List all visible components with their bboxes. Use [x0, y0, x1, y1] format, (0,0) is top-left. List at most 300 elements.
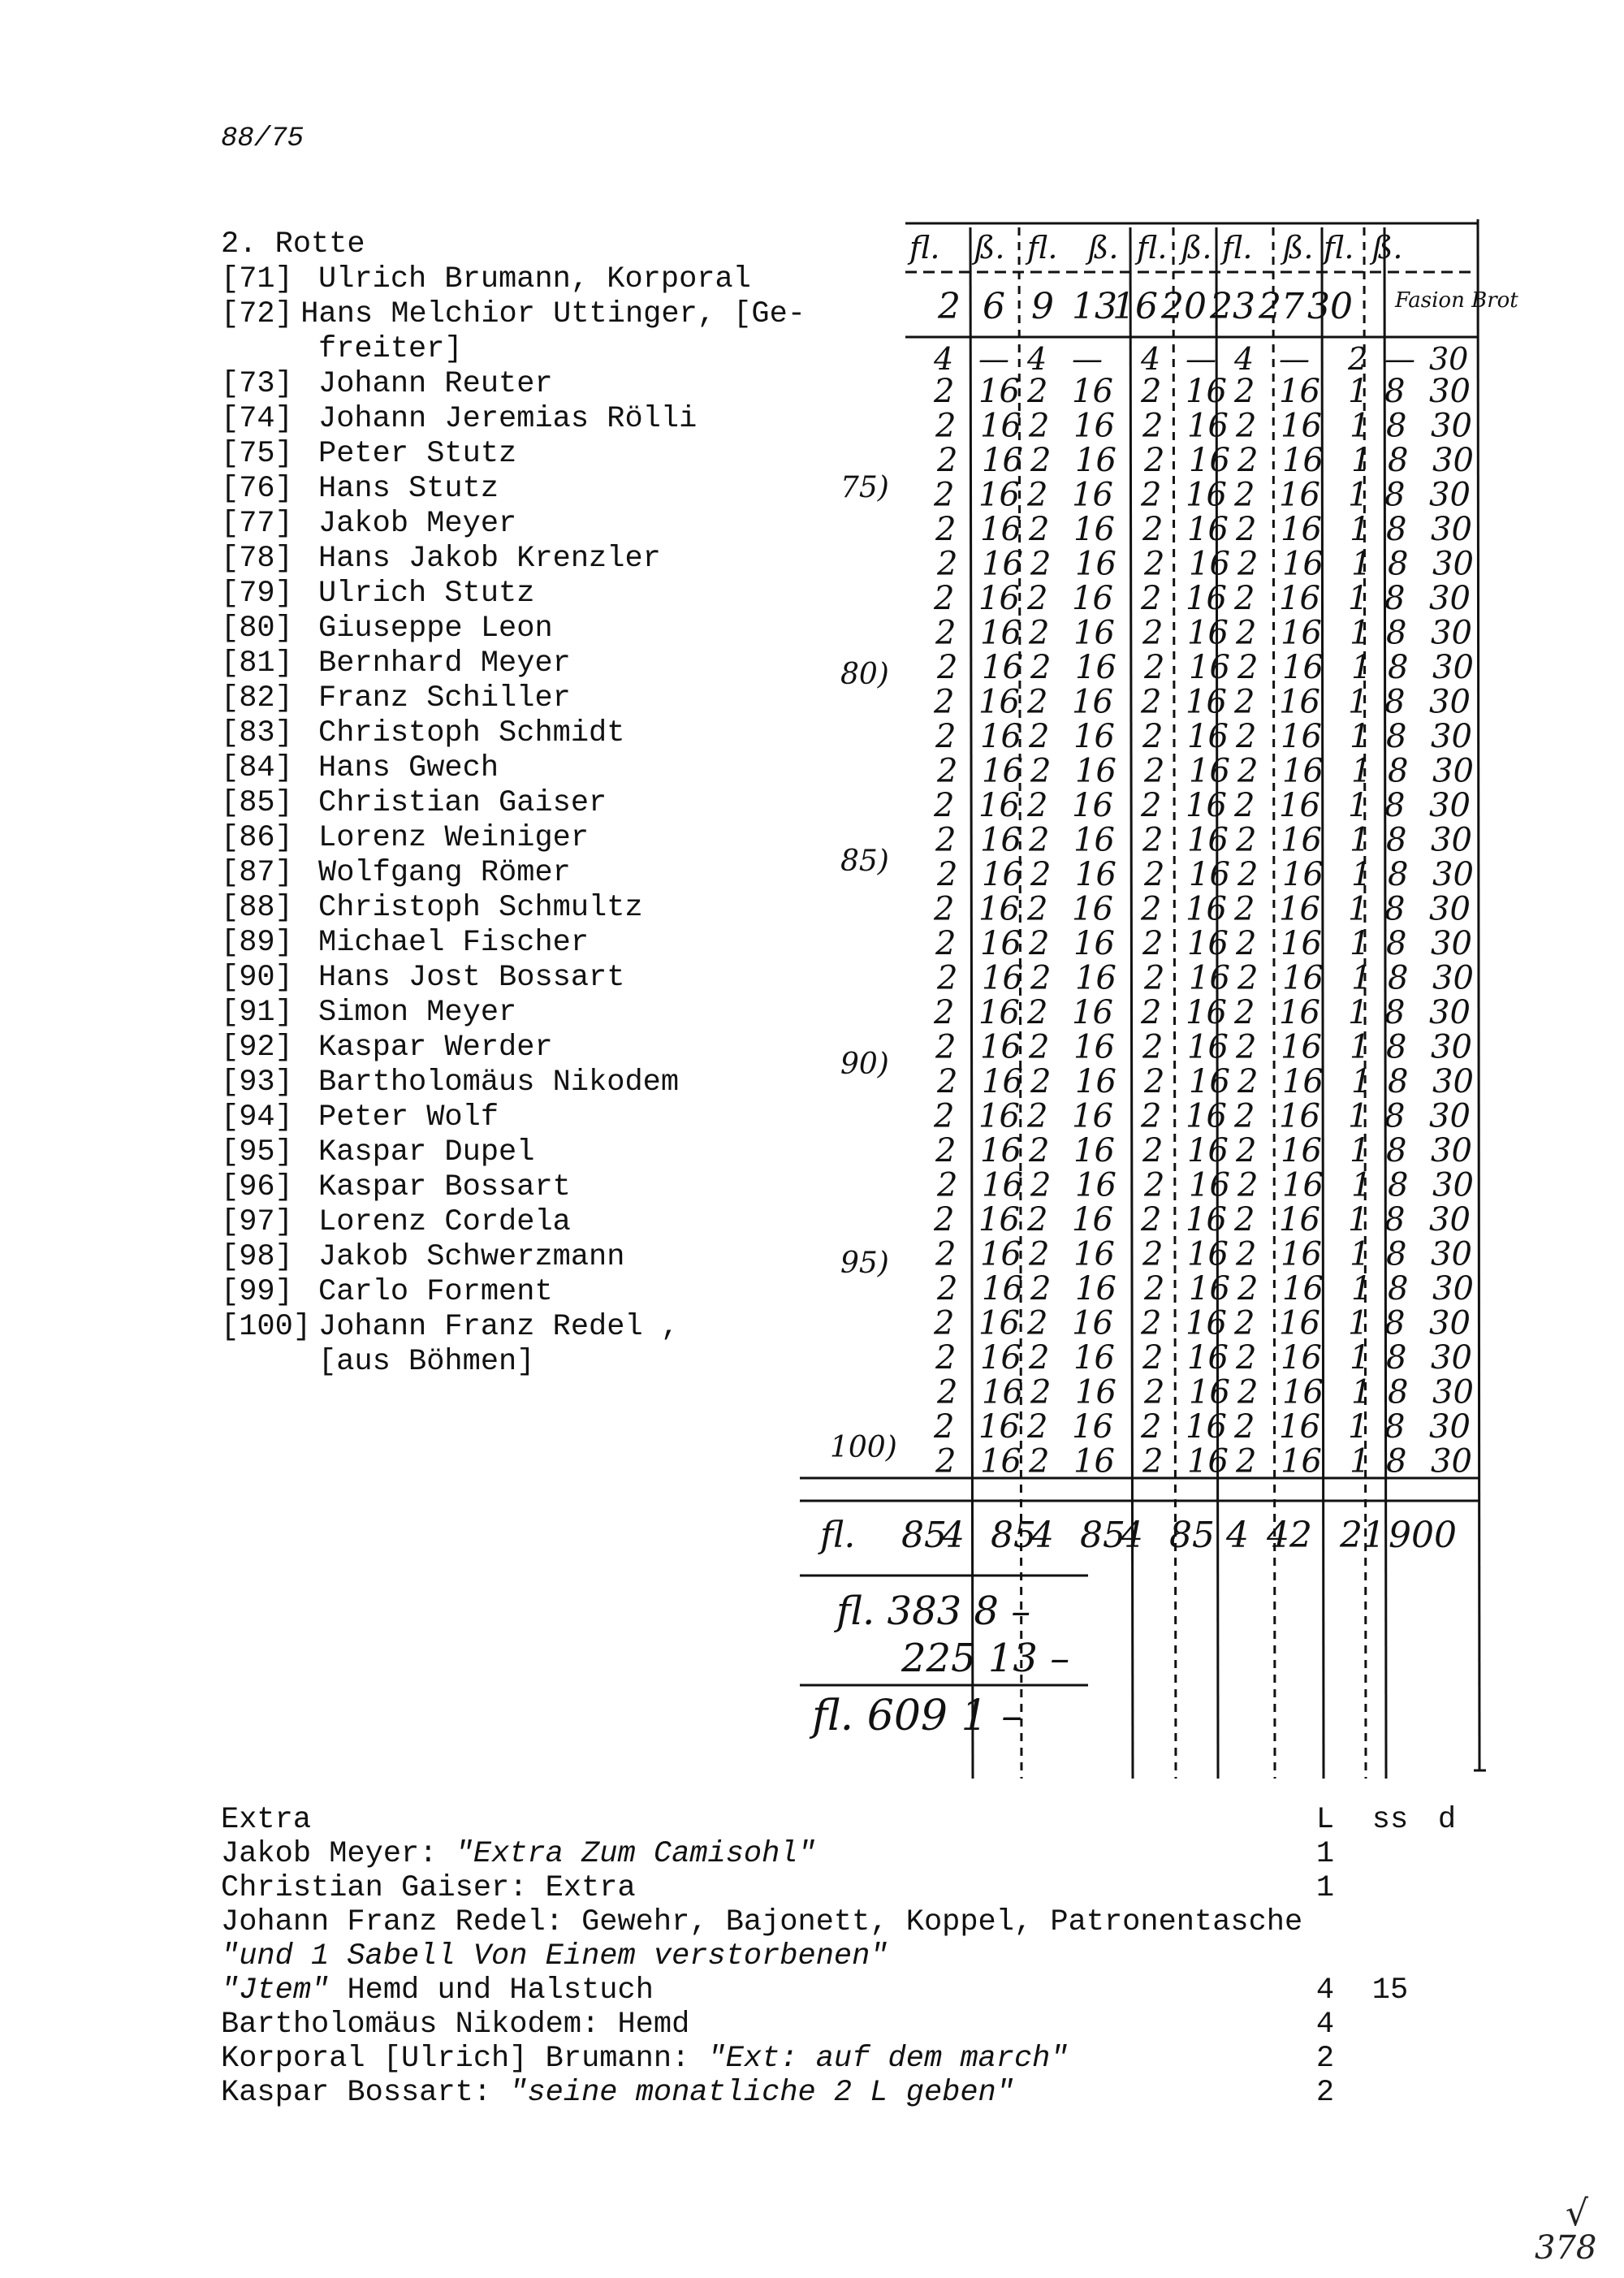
- ledger-cell: 2: [1236, 407, 1257, 445]
- ledger-cell: 4: [1027, 341, 1047, 377]
- ledger-cell: 1: [1350, 1442, 1371, 1480]
- ledger-cell: 8: [1386, 1235, 1407, 1273]
- extra-pre: Korporal [Ulrich] Brumann:: [221, 2042, 708, 2076]
- ledger-cell: 16: [1187, 407, 1229, 445]
- ledger-cell: 16: [1282, 545, 1324, 583]
- side-mark: 100): [830, 1431, 897, 1464]
- ledger-cell: 1: [1350, 821, 1371, 859]
- roster-name: Hans Melchior Uttinger, [Ge-: [300, 297, 806, 331]
- extra-description: [221, 1837, 1293, 1871]
- ledger-cell: 16: [1072, 1304, 1113, 1342]
- ledger-cell: 2: [1348, 341, 1368, 377]
- ledger-cell: 1: [1348, 1304, 1369, 1342]
- roster-name: Kaspar Bossart: [318, 1170, 571, 1204]
- ledger-cell: 16: [1279, 1201, 1320, 1238]
- ledger-cell: 16: [1189, 1270, 1230, 1308]
- ledger-cell: 16: [1073, 925, 1115, 962]
- ledger-cell: 2: [1029, 1339, 1050, 1377]
- ledger-cell: 8: [1384, 1408, 1406, 1446]
- ledger-cell: 16: [1073, 1442, 1115, 1480]
- extra-quote: "Jtem": [221, 1973, 330, 2008]
- ledger-cell: 2: [1027, 1201, 1048, 1238]
- ledger-cell: 30: [1429, 1201, 1471, 1238]
- roster-number: [83]: [221, 716, 293, 750]
- ledger-cell: 16: [1073, 821, 1115, 859]
- ledger-total: 42: [1267, 1515, 1312, 1556]
- ledger-cell: 2: [935, 925, 957, 962]
- ledger-cell: 8: [1384, 1201, 1406, 1238]
- ledger-cell: 16: [1075, 1063, 1116, 1100]
- ledger-cell: 16: [978, 994, 1020, 1031]
- ledger-cell: 16: [1189, 1373, 1230, 1411]
- ledger-cell: 2: [1144, 1063, 1165, 1100]
- roster-number: [75]: [221, 437, 293, 471]
- ledger-cell: 1: [1348, 476, 1369, 514]
- extra-quote: "Extra Zum Camisohl": [455, 1837, 816, 1871]
- ledger-cell: 16: [1072, 476, 1113, 514]
- roster-number: [87]: [221, 856, 293, 890]
- ledger-cell: 16: [1187, 1235, 1229, 1273]
- ledger-cell: 2: [1144, 649, 1165, 686]
- ledger-cell: 30: [1429, 1304, 1471, 1342]
- ledger-cell: 2: [1029, 614, 1050, 652]
- ledger-cell: 2: [1142, 407, 1164, 445]
- roster-number: [85]: [221, 786, 293, 820]
- roster-name: Peter Stutz: [318, 437, 517, 471]
- side-mark: 75): [840, 471, 889, 504]
- ledger-cell: 2: [1234, 994, 1255, 1031]
- ledger-cell: 2: [934, 373, 955, 410]
- ledger-cell: 2: [937, 856, 958, 893]
- ledger-cell: 16: [982, 1063, 1023, 1100]
- ledger-cell: 16: [1187, 925, 1229, 962]
- roster-name: [aus Böhmen]: [318, 1345, 535, 1379]
- ledger-cell: 16: [1072, 373, 1113, 410]
- ledger-header-unit: ß.: [1088, 230, 1119, 266]
- ledger-cell: 8: [1386, 1442, 1407, 1480]
- ledger-cell: 16: [1186, 580, 1227, 617]
- ledger-cell: 30: [1431, 821, 1472, 859]
- ledger-cell: 1: [1351, 752, 1372, 790]
- ledger-cell: 30: [1432, 545, 1474, 583]
- ledger-cell: —: [1072, 341, 1103, 377]
- ledger-cell: 1: [1351, 856, 1372, 893]
- ledger-cell: 2: [1237, 649, 1259, 686]
- roster-number: [86]: [221, 821, 293, 855]
- ledger-cell: 1: [1350, 511, 1371, 548]
- ledger-cell: 2: [1234, 373, 1255, 410]
- ledger-cell: 2: [1027, 580, 1048, 617]
- ledger-cell: 2: [1141, 373, 1162, 410]
- extra-amount-l: 4: [1315, 1973, 1335, 2008]
- ledger-cell: 2: [937, 1270, 958, 1308]
- ledger-cell: 1: [1350, 614, 1371, 652]
- ledger-cell: 2: [1237, 1373, 1259, 1411]
- roster-name: Ulrich Stutz: [318, 577, 535, 611]
- ledger-cell: 2: [1144, 856, 1165, 893]
- roster-name: Johann Jeremias Rölli: [318, 402, 698, 436]
- ledger-cell: 8: [1388, 1063, 1409, 1100]
- ledger-cell: —: [1384, 341, 1415, 377]
- ledger-cell: 2: [934, 1097, 955, 1135]
- roster-number: [98]: [221, 1240, 293, 1274]
- ledger-cell: 16: [980, 614, 1021, 652]
- extra-amount-l: 1: [1315, 1837, 1335, 1871]
- ledger-cell: 16: [1282, 442, 1324, 479]
- ledger-cell: 16: [980, 1132, 1021, 1169]
- ledger-cell: 2: [934, 1304, 955, 1342]
- ledger-cell: 16: [978, 1408, 1020, 1446]
- ledger-cell: 2: [935, 407, 957, 445]
- ledger-cell: 2: [1237, 1166, 1259, 1204]
- ledger-cell: 16: [1281, 407, 1322, 445]
- extra-quote: "und 1 Sabell Von Einem verstorbenen": [221, 1939, 888, 1973]
- ledger-cell: 8: [1384, 787, 1406, 824]
- ledger-cell: 16: [1281, 1132, 1322, 1169]
- extra-amount-ss: [1358, 2008, 1423, 2042]
- ledger-sum: 225 13 –: [901, 1636, 1070, 1681]
- roster-number: [96]: [221, 1170, 293, 1204]
- roster-number: [81]: [221, 646, 293, 681]
- roster-name: Bartholomäus Nikodem: [318, 1066, 680, 1100]
- ledger-cell: 16: [978, 787, 1020, 824]
- ledger-cell: 2: [935, 718, 957, 755]
- ledger-cell: 2: [1236, 1442, 1257, 1480]
- side-mark: 95): [840, 1247, 889, 1280]
- ledger-cell: 16: [1282, 649, 1324, 686]
- ledger-cell: 8: [1384, 476, 1406, 514]
- ledger-cell: 16: [978, 580, 1020, 617]
- roster-number: [71]: [221, 262, 293, 296]
- ledger-cell: 16: [980, 821, 1021, 859]
- ledger-cell: 2: [1234, 890, 1255, 928]
- ledger-cell: 30: [1432, 442, 1474, 479]
- ledger-cell: 2: [1030, 1373, 1052, 1411]
- roster-name: freiter]: [318, 332, 463, 366]
- ledger-cell: 8: [1386, 821, 1407, 859]
- ledger-cell: 2: [1027, 476, 1048, 514]
- ledger-cell: 16: [982, 752, 1023, 790]
- extra-row: [221, 1871, 1488, 1905]
- ledger-cell: 16: [1073, 614, 1115, 652]
- ledger-cell: 16: [1073, 407, 1115, 445]
- ledger-cell: 2: [935, 511, 957, 548]
- ledger-cell: 16: [982, 649, 1023, 686]
- ledger-cell: 1: [1351, 649, 1372, 686]
- extra-amount-ss: [1358, 2042, 1423, 2076]
- ledger-cell: 16: [1187, 1339, 1229, 1377]
- ledger-cell: 16: [978, 890, 1020, 928]
- extra-amount-ss: [1358, 1871, 1423, 1905]
- ledger-cell: 16: [1072, 580, 1113, 617]
- ledger-header-date: 13: [1072, 286, 1117, 327]
- ledger-cell: 8: [1386, 1028, 1407, 1066]
- ledger-cell: 1: [1351, 1373, 1372, 1411]
- ledger-cell: 2: [1029, 511, 1050, 548]
- ledger-cell: 2: [1236, 1028, 1257, 1066]
- ledger-cell: 16: [1187, 1028, 1229, 1066]
- ledger-header-unit: fl.: [1027, 230, 1058, 266]
- ledger-cell: 2: [1236, 821, 1257, 859]
- extra-amount-l: [1293, 1905, 1358, 1939]
- side-mark: 90): [840, 1048, 889, 1081]
- ledger-cell: 2: [1236, 511, 1257, 548]
- ledger-cell: 8: [1386, 925, 1407, 962]
- ledger-cell: 16: [1279, 1304, 1320, 1342]
- ledger-cell: 30: [1431, 1339, 1472, 1377]
- ledger-cell: 16: [982, 442, 1023, 479]
- ledger-cell: 2: [1141, 890, 1162, 928]
- ledger-cell: 8: [1388, 1270, 1409, 1308]
- ledger-cell: 2: [1144, 1166, 1165, 1204]
- ledger-cell: 16: [1186, 373, 1227, 410]
- ledger-header-date: 27: [1259, 286, 1304, 327]
- ledger-cell: 16: [1189, 545, 1230, 583]
- roster-name: Jakob Meyer: [318, 507, 517, 541]
- extra-row: [221, 2008, 1488, 2042]
- roster-number: [78]: [221, 542, 293, 576]
- ledger-cell: 30: [1432, 1373, 1474, 1411]
- ledger-cell: 2: [1236, 1339, 1257, 1377]
- ledger-cell: 16: [1189, 752, 1230, 790]
- ledger-cell: 16: [982, 1373, 1023, 1411]
- ledger-cell: 16: [1279, 1408, 1320, 1446]
- ledger-cell: 1: [1350, 925, 1371, 962]
- ledger-cell: 16: [1072, 890, 1113, 928]
- ledger-cell: 8: [1388, 649, 1409, 686]
- ledger-cell: 2: [1142, 614, 1164, 652]
- ledger-cell: 16: [1282, 1373, 1324, 1411]
- ledger-cell: 30: [1432, 1063, 1474, 1100]
- ledger-cell: 16: [1187, 614, 1229, 652]
- ledger-cell: 1: [1350, 407, 1371, 445]
- ledger-cell: 2: [937, 545, 958, 583]
- ledger-header-unit: ß.: [1283, 230, 1314, 266]
- ledger-cell: 30: [1431, 407, 1472, 445]
- ledger-cell: 16: [1279, 683, 1320, 721]
- ledger-cell: 1: [1348, 1408, 1369, 1446]
- roster-number: [100]: [221, 1310, 312, 1344]
- ledger-cell: 16: [1072, 1408, 1113, 1446]
- ledger-cell: 1: [1351, 1270, 1372, 1308]
- rotte-title: 2. Rotte: [221, 227, 365, 262]
- ledger-cell: 16: [1282, 1166, 1324, 1204]
- ledger-cell: 30: [1431, 1132, 1472, 1169]
- ledger-cell: 2: [1030, 1270, 1052, 1308]
- ledger-cell: 16: [1282, 752, 1324, 790]
- ledger-cell: 16: [1281, 1339, 1322, 1377]
- ledger-cell: 2: [1236, 1132, 1257, 1169]
- ledger-cell: 2: [1234, 1408, 1255, 1446]
- ledger-cell: 2: [1234, 1097, 1255, 1135]
- ledger-cell: 2: [1142, 1028, 1164, 1066]
- extra-amount-l: 2: [1315, 2076, 1335, 2110]
- extra-amount-ss: [1358, 1837, 1423, 1871]
- ledger-cell: 30: [1431, 1028, 1472, 1066]
- extra-row: [221, 1905, 1488, 1939]
- roster-name: Carlo Forment: [318, 1275, 553, 1309]
- ledger-cell: 16: [1189, 442, 1230, 479]
- ledger-cell: 2: [1141, 683, 1162, 721]
- ledger-cell: 2: [1141, 580, 1162, 617]
- ledger-cell: 1: [1348, 683, 1369, 721]
- roster-name: Ulrich Brumann, Korporal: [318, 262, 751, 296]
- ledger-cell: 2: [1237, 959, 1259, 997]
- check-mark: √: [1566, 2193, 1589, 2234]
- extra-description: [221, 2008, 1293, 2042]
- ledger-cell: 16: [1075, 1166, 1116, 1204]
- ledger-cell: 16: [1186, 1408, 1227, 1446]
- roster-name: Lorenz Cordela: [318, 1205, 571, 1239]
- ledger-cell: 16: [1189, 649, 1230, 686]
- ledger-cell: 2: [1142, 718, 1164, 755]
- side-mark: 80): [840, 658, 889, 691]
- ledger-cell: 1: [1350, 718, 1371, 755]
- roster-name: Franz Schiller: [318, 681, 571, 715]
- ledger-cell: 16: [980, 1028, 1021, 1066]
- roster-name: Hans Stutz: [318, 472, 499, 506]
- ledger-header-date: 9: [1031, 286, 1054, 327]
- ledger-cell: 2: [1030, 959, 1052, 997]
- extra-amount-d: [1423, 2008, 1471, 2042]
- ledger-cell: 16: [1279, 890, 1320, 928]
- ledger-total: 4: [1121, 1515, 1143, 1556]
- extra-amount-l: 1: [1315, 1871, 1335, 1905]
- ledger-cell: 30: [1432, 1166, 1474, 1204]
- ledger-cell: 2: [1027, 787, 1048, 824]
- ledger-cell: 2: [937, 752, 958, 790]
- ledger-cell: 2: [1237, 752, 1259, 790]
- extra-description: [221, 1973, 1293, 2008]
- ledger-cell: 16: [1279, 373, 1320, 410]
- ledger-cell: 8: [1388, 856, 1409, 893]
- ledger-cell: 2: [1234, 1201, 1255, 1238]
- ledger-cell: 2: [1030, 1166, 1052, 1204]
- extra-description: [221, 2042, 1293, 2076]
- ledger-cell: 16: [982, 856, 1023, 893]
- roster-name: Lorenz Weiniger: [318, 821, 590, 855]
- ledger-cell: 2: [1027, 1408, 1048, 1446]
- roster-number: [89]: [221, 926, 293, 960]
- ledger-cell: 2: [1141, 476, 1162, 514]
- ledger-cell: 2: [1029, 407, 1050, 445]
- ledger-cell: 2: [1236, 1235, 1257, 1273]
- ledger-header-unit: ß.: [1372, 230, 1403, 266]
- ledger-total: 4: [1031, 1515, 1054, 1556]
- roster-name: Michael Fischer: [318, 926, 590, 960]
- ledger-cell: 16: [1073, 1132, 1115, 1169]
- ledger-cell: 16: [1072, 1097, 1113, 1135]
- ledger-total: 4: [942, 1515, 965, 1556]
- ledger-cell: 16: [982, 1270, 1023, 1308]
- ledger-cell: 16: [1281, 1028, 1322, 1066]
- extra-section: [221, 1803, 1488, 2110]
- ledger-cell: 30: [1429, 994, 1471, 1031]
- ledger-cell: 30: [1432, 649, 1474, 686]
- ledger-header-date: 30: [1307, 286, 1353, 327]
- extra-amount-l: 4: [1315, 2008, 1335, 2042]
- corner-note: 378: [1535, 2229, 1597, 2267]
- ledger-cell: 8: [1386, 1339, 1407, 1377]
- ledger-cell: 16: [1186, 994, 1227, 1031]
- roster-number: [72]: [221, 297, 293, 331]
- ledger-cell: 8: [1384, 994, 1406, 1031]
- ledger-cell: 1: [1351, 545, 1372, 583]
- extra-description: [221, 1905, 1303, 1939]
- ledger-cell: 2: [1141, 1097, 1162, 1135]
- ledger-cell: 2: [1029, 718, 1050, 755]
- roster-number: [73]: [221, 367, 293, 401]
- ledger-header-date: 6: [983, 286, 1005, 327]
- ledger-header-date: 16: [1112, 286, 1158, 327]
- ledger-sum: fl. 609 1 –: [812, 1692, 1023, 1740]
- roster-name: Christoph Schmidt: [318, 716, 625, 750]
- ledger-cell: 8: [1386, 511, 1407, 548]
- extra-post: Hemd und Halstuch: [329, 1973, 654, 2008]
- roster-number: [94]: [221, 1100, 293, 1135]
- ledger-cell: 2: [937, 1166, 958, 1204]
- ledger-cell: 2: [1237, 442, 1259, 479]
- ledger-cell: 2: [935, 1442, 957, 1480]
- ledger-cell: 8: [1388, 1373, 1409, 1411]
- ledger-cell: 2: [1142, 1235, 1164, 1273]
- ledger-cell: 16: [1186, 890, 1227, 928]
- col-d: d: [1437, 1803, 1457, 1837]
- ledger-cell: 16: [1072, 994, 1113, 1031]
- ledger-cell: 30: [1429, 787, 1471, 824]
- ledger-cell: 16: [1281, 1442, 1322, 1480]
- ledger-cell: 2: [1234, 787, 1255, 824]
- ledger-cell: 2: [1234, 1304, 1255, 1342]
- ledger-cell: 2: [1030, 856, 1052, 893]
- ledger-cell: 30: [1431, 1235, 1472, 1273]
- extra-amount-d: [1423, 2042, 1471, 2076]
- ledger-cell: 16: [1072, 787, 1113, 824]
- ledger-cell: 30: [1432, 856, 1474, 893]
- ledger-total: 85: [1080, 1515, 1125, 1556]
- ledger-cell: 16: [1279, 476, 1320, 514]
- roster-name: Hans Jakob Krenzler: [318, 542, 661, 576]
- ledger-cell: 2: [934, 580, 955, 617]
- ledger-cell: 2: [1030, 649, 1052, 686]
- extra-pre: Johann Franz Redel: Gewehr, Bajonett, Koppel, Patronentasche: [221, 1905, 1303, 1939]
- ledger-cell: 8: [1388, 442, 1409, 479]
- ledger-cell: 1: [1348, 994, 1369, 1031]
- ledger-cell: 16: [980, 718, 1021, 755]
- roster-number: [76]: [221, 472, 293, 506]
- roster-number: [97]: [221, 1205, 293, 1239]
- extra-amount-l: 2: [1315, 2042, 1335, 2076]
- ledger-cell: 2: [934, 476, 955, 514]
- roster-number: [80]: [221, 612, 293, 646]
- ledger-cell: 16: [1189, 1063, 1230, 1100]
- roster-name: Christian Gaiser: [318, 786, 607, 820]
- ledger-cell: 2: [1029, 925, 1050, 962]
- roster-name: Wolfgang Römer: [318, 856, 571, 890]
- extra-quote: "seine monatliche 2 L geben": [509, 2076, 1014, 2110]
- ledger-cell: 2: [1237, 1063, 1259, 1100]
- roster-number: [79]: [221, 577, 293, 611]
- ledger-cell: 30: [1432, 1270, 1474, 1308]
- roster-name: Hans Jost Bossart: [318, 961, 625, 995]
- extra-pre: Christian Gaiser: Extra: [221, 1871, 636, 1905]
- ledger-cell: 8: [1384, 1304, 1406, 1342]
- ledger-cell: 2: [1029, 1442, 1050, 1480]
- ledger-cell: 16: [1189, 1166, 1230, 1204]
- ledger-header-unit: fl.: [1324, 230, 1354, 266]
- ledger-cell: 16: [980, 407, 1021, 445]
- extra-amount-l: [1293, 1939, 1358, 1973]
